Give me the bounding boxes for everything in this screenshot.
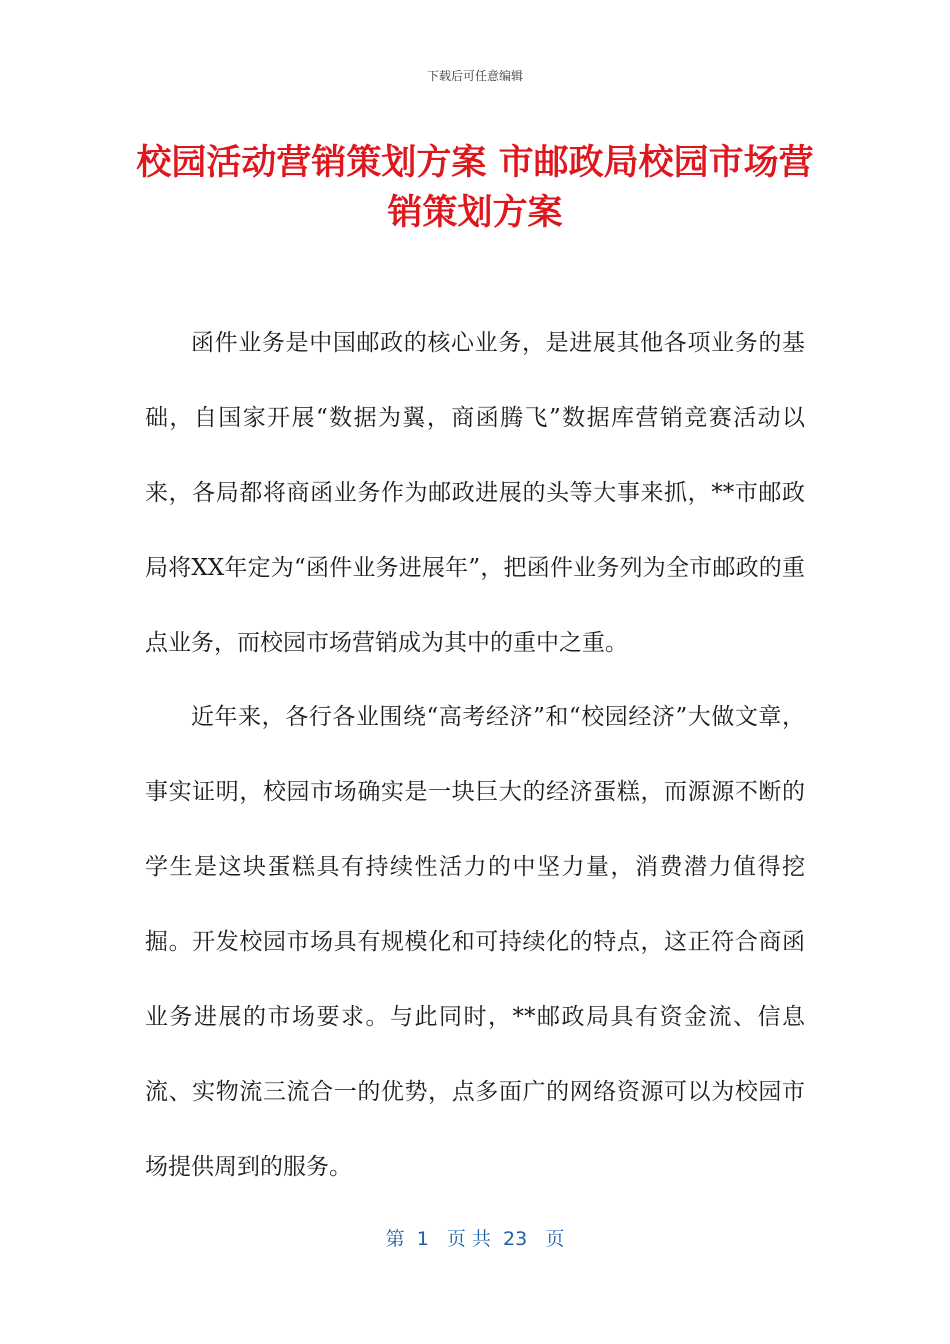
paragraph-1-block	[145, 306, 805, 681]
paragraph-2-block	[145, 680, 805, 1205]
document-title: 校园活动营销策划方案 市邮政局校园市场营销策划方案	[136, 143, 814, 233]
paragraph-1: 函件业务是中国邮政的核心业务，是进展其他各项业务的基础，自国家开展“数据为翼，商函腾飞”数据库营销竞赛活动以来，各局都将商函业务作为邮政进展的头等大事来抓，**市邮政局将XX年定为“函件业务进展年”，把函件业务列为全市邮政的重点业务，而校园市场营销成为其中的重中之重。	[145, 330, 805, 656]
header-note: 下载后可任意编辑	[426, 69, 523, 83]
page-number-footer: 第 1 页 共 23 页	[385, 1228, 565, 1250]
paragraph-2: 近年来，各行各业围绕“高考经济”和“校园经济”大做文章，事实证明，校园市场确实是一块巨大的经济蛋糕，而源源不断的学生是这块蛋糕具有持续性活力的中坚力量，消费潜力值得挖掘。开发校园市场具有规模化和可持续化的特点，这正符合商函业务进展的市场要求。与此同时，**邮政局具有资金流、信息流、实物流三流合一的优势，点多面广的网络资源可以为校园市场提供周到的服务。	[145, 704, 805, 1180]
